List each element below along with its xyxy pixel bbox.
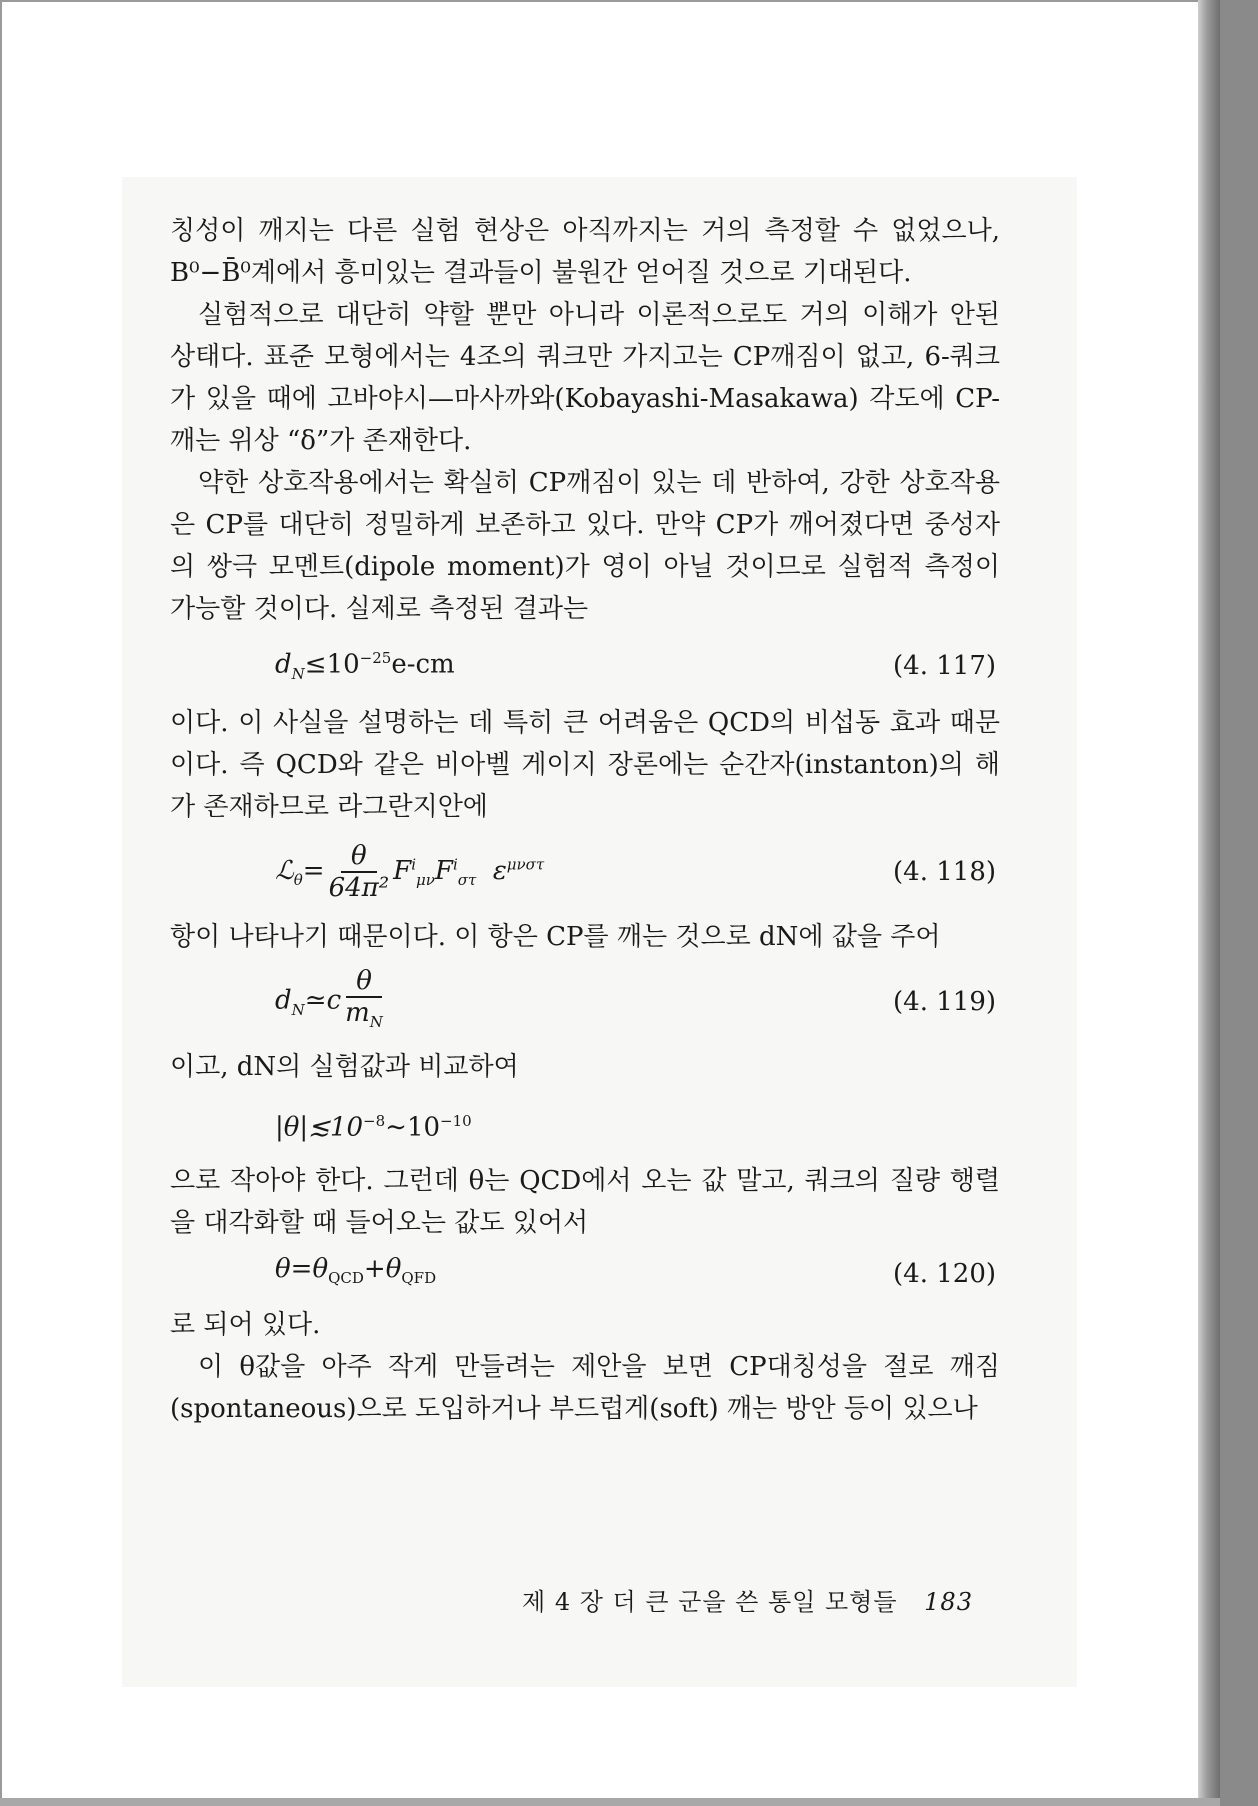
equation-number: (4. 119) (893, 987, 996, 1017)
paragraph-6: 이고, dN의 실험값과 비교하여 (170, 1052, 519, 1082)
paragraph-7: 으로 작아야 한다. 그런데 θ는 QCD에서 오는 값 말고, 쿼크의 질량 행렬을 대각화할 때 들어오는 값도 있어서 (170, 1166, 1000, 1238)
paragraph-1: 칭성이 깨지는 다른 실험 현상은 아직까지는 거의 측정할 수 없었으나, B⁰−B̄⁰계에서 흥미있는 결과들이 불원간 얻어질 것으로 기대된다. (170, 216, 1000, 288)
paragraph-5: 항이 나타나기 때문이다. 이 항은 CP를 깨는 것으로 dN에 값을 주어 (170, 922, 941, 952)
paragraph-9: 이 θ값을 아주 작게 만들려는 제안을 보면 CP대칭성을 절로 깨짐(spontaneous)으로 도입하거나 부드럽게(soft) 깨는 방안 등이 있으나 (170, 1352, 1000, 1424)
page-body (170, 210, 1000, 1430)
equation-number: (4. 120) (893, 1259, 996, 1289)
running-footer (522, 1582, 973, 1617)
equation-4-120 (170, 1244, 1000, 1304)
paragraph-4: 이다. 이 사실을 설명하는 데 특히 큰 어려움은 QCD의 비섭동 효과 때문이다. 즉 QCD와 같은 비아벨 게이지 장론에는 순간자(instanton)의 해가 존재하므로 라그란지안에 (170, 708, 1000, 822)
equation-theta-bound-body: $|\theta|≲10^{-8}\sim 10^{-10}$ (275, 1111, 472, 1143)
equation-4-117-body: $d_N\le 10^{-25}e-cm$ (275, 649, 455, 683)
equation-number: (4. 117) (893, 651, 996, 681)
page-edge-shadow (1198, 0, 1220, 1806)
equation-4-119-body: $d_N≃c$ $\frac{\theta}{m_N}$ (275, 966, 383, 1032)
page-bottom-shadow (0, 1798, 1220, 1806)
equation-number: (4. 118) (893, 857, 996, 887)
equation-4-117 (170, 630, 1000, 702)
equation-4-118 (170, 828, 1000, 916)
paragraph-3: 약한 상호작용에서는 확실히 CP깨짐이 있는 데 반하여, 강한 상호작용은 CP를 대단히 정밀하게 보존하고 있다. 만약 CP가 깨어졌다면 중성자의 쌍극 모멘트(dipole moment)가 영이 아닐 것이므로 실험적 측정이 가능할 것이다. 실제로 측정된 결과는 (170, 468, 1000, 624)
page-number: 183 (924, 1588, 973, 1616)
equation-4-120-body: $\theta=\theta_{QCD}+\theta_{QFD}$ (275, 1254, 437, 1288)
paragraph-2: 실험적으로 대단히 약할 뿐만 아니라 이론적으로도 거의 이해가 안된 상태다. 표준 모형에서는 4조의 쿼크만 가지고는 CP깨짐이 없고, 6-쿼크가 있을 때에 고바야시—마사까와(Kobayashi-Masakawa) 각도에 CP-깨는 위상 “δ”가 존재한다. (170, 300, 1000, 456)
equation-4-119 (170, 958, 1000, 1046)
paragraph-8: 로 되어 있다. (170, 1310, 321, 1340)
chapter-title: 제 4 장 더 큰 군을 쓴 통일 모형들 (522, 1588, 898, 1616)
equation-theta-bound (170, 1088, 1000, 1160)
equation-4-118-body: ℒ$_\theta$= $\frac{\theta}{\text{64π²}}$ $F^i_{\mu\nu}F^i_{\sigma\tau}$ $\varepsilon^{\mu\nu\sigma\tau}$ (275, 841, 545, 903)
